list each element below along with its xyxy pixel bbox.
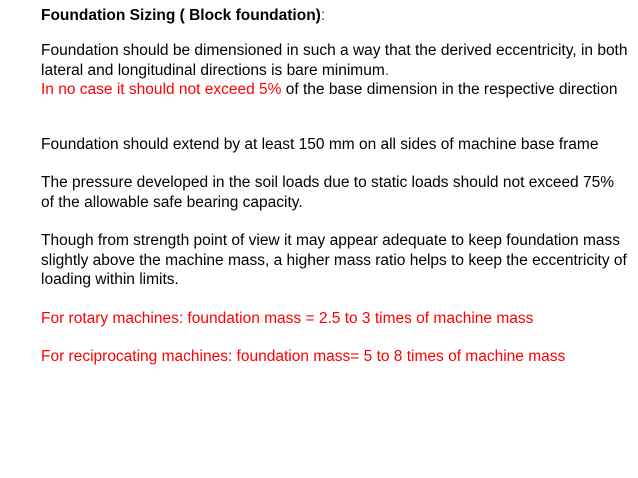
paragraph-reciprocating-machines: For reciprocating machines: foundation mass= 5 to 8 times of machine mass xyxy=(41,348,566,365)
paragraph-mass-ratio: Though from strength point of view it may appear adequate to keep foundation mass slightly above the machine mass, a higher mass ratio helps to keep the eccentricity of loading within limits. xyxy=(41,232,627,288)
slide-content xyxy=(41,6,631,367)
paragraph-extension: Foundation should extend by at least 150 mm on all sides of machine base frame xyxy=(41,135,599,153)
slide-title-colon: : xyxy=(320,7,326,24)
paragraph-eccentricity-period: . xyxy=(384,61,390,79)
paragraph-limit xyxy=(41,80,631,100)
paragraph-eccentricity xyxy=(41,41,631,80)
paragraph-eccentricity-text: Foundation should be dimensioned in such a way that the derived eccentricity, in both lateral and longitudinal directions is bare minimum xyxy=(41,42,628,79)
slide-title-text: Foundation Sizing ( Block foundation) xyxy=(41,7,321,24)
slide-title xyxy=(41,6,631,25)
paragraph-limit-rest: of the base dimension in the respective direction xyxy=(281,81,618,98)
paragraph-rotary-machines: For rotary machines: foundation mass = 2.5 to 3 times of machine mass xyxy=(41,309,534,327)
paragraph-pressure: The pressure developed in the soil loads due to static loads should not exceed 75% of the allowable safe bearing capacity. xyxy=(41,174,615,211)
paragraph-limit-highlight: In no case it should not exceed 5% xyxy=(41,81,282,98)
